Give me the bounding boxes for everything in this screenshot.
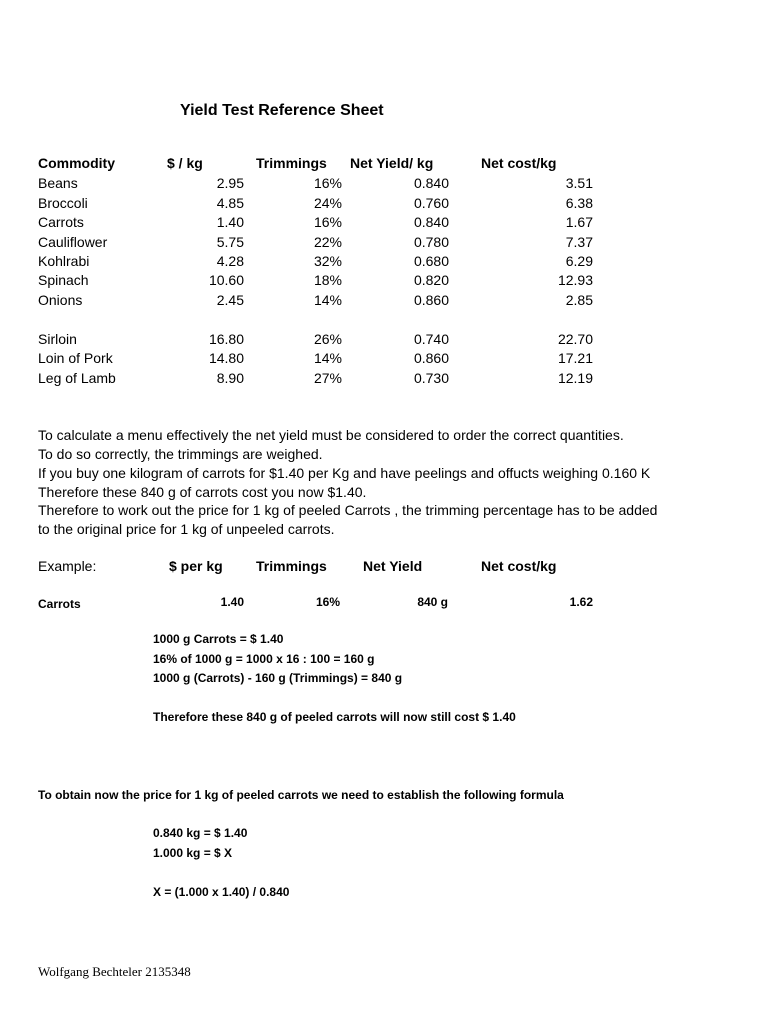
paragraph-line: to the original price for 1 kg of unpeeled carrots. bbox=[38, 521, 335, 537]
row-price: 1.40 bbox=[216, 214, 244, 230]
row-trimmings: 27% bbox=[313, 370, 342, 386]
row-net-cost: 7.37 bbox=[565, 234, 593, 250]
example-header-net-yield: Net Yield bbox=[363, 558, 423, 574]
row-commodity: Cauliflower bbox=[38, 234, 108, 250]
formula-intro: To obtain now the price for 1 kg of peeled carrots we need to establish the following formula bbox=[38, 788, 564, 802]
formula-line: 1.000 kg = $ X bbox=[153, 846, 233, 860]
paragraph-line: If you buy one kilogram of carrots for $1.40 per Kg and have peelings and offucts weighing 0.160 K bbox=[38, 465, 651, 481]
calc-line: 1000 g (Carrots) - 160 g (Trimmings) = 840 g bbox=[153, 671, 403, 685]
paragraph-line: To calculate a menu effectively the net yield must be considered to order the correct quantities. bbox=[38, 427, 624, 443]
formula-line: 0.840 kg = $ 1.40 bbox=[153, 826, 248, 840]
header-net-cost: Net cost/kg bbox=[481, 155, 557, 171]
row-commodity: Beans bbox=[38, 175, 78, 191]
row-net-yield: 0.680 bbox=[413, 253, 449, 269]
row-net-yield: 0.740 bbox=[413, 331, 449, 347]
row-commodity: Loin of Pork bbox=[38, 350, 113, 366]
footer-author: Wolfgang Bechteler 2135348 bbox=[38, 964, 191, 979]
example-header-net-cost: Net cost/kg bbox=[481, 558, 557, 574]
row-price: 5.75 bbox=[216, 234, 244, 250]
row-price: 4.28 bbox=[216, 253, 244, 269]
row-net-yield: 0.840 bbox=[413, 214, 449, 230]
row-net-cost: 6.38 bbox=[565, 195, 593, 211]
table-row bbox=[0, 214, 768, 234]
header-trimmings: Trimmings bbox=[256, 155, 327, 171]
row-net-yield: 0.760 bbox=[413, 195, 449, 211]
row-net-cost: 22.70 bbox=[557, 331, 593, 347]
row-trimmings: 18% bbox=[313, 272, 342, 288]
table-row bbox=[0, 234, 768, 254]
row-trimmings: 14% bbox=[313, 350, 342, 366]
table-row bbox=[0, 350, 768, 370]
row-net-cost: 2.85 bbox=[565, 292, 593, 308]
calc-line: 1000 g Carrots = $ 1.40 bbox=[153, 632, 284, 646]
table-row bbox=[0, 195, 768, 215]
calc-conclusion: Therefore these 840 g of peeled carrots will now still cost $ 1.40 bbox=[153, 710, 516, 724]
row-commodity: Leg of Lamb bbox=[38, 370, 116, 386]
row-net-cost: 1.67 bbox=[565, 214, 593, 230]
row-trimmings: 32% bbox=[313, 253, 342, 269]
header-net-yield: Net Yield/ kg bbox=[350, 155, 434, 171]
row-commodity: Sirloin bbox=[38, 331, 77, 347]
table-row bbox=[0, 253, 768, 273]
row-commodity: Kohlrabi bbox=[38, 253, 90, 269]
row-price: 8.90 bbox=[216, 370, 244, 386]
example-header-trimmings: Trimmings bbox=[256, 558, 327, 574]
row-net-yield: 0.860 bbox=[413, 350, 449, 366]
row-trimmings: 16% bbox=[313, 214, 342, 230]
row-trimmings: 16% bbox=[313, 175, 342, 191]
paragraph-line: To do so correctly, the trimmings are weighed. bbox=[38, 446, 323, 462]
row-price: 16.80 bbox=[208, 331, 244, 347]
table-row bbox=[0, 292, 768, 312]
row-net-cost: 12.93 bbox=[557, 272, 593, 288]
example-net-cost: 1.62 bbox=[569, 595, 593, 609]
row-commodity: Spinach bbox=[38, 272, 89, 288]
example-net-yield: 840 g bbox=[417, 595, 448, 609]
row-trimmings: 24% bbox=[313, 195, 342, 211]
row-commodity: Onions bbox=[38, 292, 83, 308]
row-net-cost: 12.19 bbox=[557, 370, 593, 386]
row-price: 4.85 bbox=[216, 195, 244, 211]
row-net-cost: 6.29 bbox=[565, 253, 593, 269]
paragraph-line: Therefore to work out the price for 1 kg of peeled Carrots , the trimming percentage has to be added bbox=[38, 502, 658, 518]
paragraph-line: Therefore these 840 g of carrots cost you now $1.40. bbox=[38, 484, 367, 500]
table-row bbox=[0, 370, 768, 390]
row-net-yield: 0.840 bbox=[413, 175, 449, 191]
row-net-cost: 3.51 bbox=[565, 175, 593, 191]
calc-line: 16% of 1000 g = 1000 x 16 : 100 = 160 g bbox=[153, 652, 375, 666]
row-net-cost: 17.21 bbox=[557, 350, 593, 366]
row-trimmings: 14% bbox=[313, 292, 342, 308]
example-header-price: $ per kg bbox=[169, 558, 223, 574]
row-commodity: Carrots bbox=[38, 214, 84, 230]
formula-line: X = (1.000 x 1.40) / 0.840 bbox=[153, 885, 290, 899]
table-row bbox=[0, 331, 768, 351]
header-price: $ / kg bbox=[167, 155, 203, 171]
row-price: 2.95 bbox=[216, 175, 244, 191]
row-commodity: Broccoli bbox=[38, 195, 88, 211]
example-label: Example: bbox=[38, 558, 97, 574]
row-trimmings: 26% bbox=[313, 331, 342, 347]
row-net-yield: 0.730 bbox=[413, 370, 449, 386]
row-price: 2.45 bbox=[216, 292, 244, 308]
page-title: Yield Test Reference Sheet bbox=[180, 102, 384, 119]
table-row bbox=[0, 272, 768, 292]
example-trimmings: 16% bbox=[315, 595, 340, 609]
example-commodity: Carrots bbox=[38, 597, 81, 611]
row-net-yield: 0.860 bbox=[413, 292, 449, 308]
row-price: 14.80 bbox=[208, 350, 244, 366]
row-net-yield: 0.780 bbox=[413, 234, 449, 250]
row-trimmings: 22% bbox=[313, 234, 342, 250]
row-price: 10.60 bbox=[208, 272, 244, 288]
example-price: 1.40 bbox=[220, 595, 244, 609]
table-row bbox=[0, 175, 768, 195]
row-net-yield: 0.820 bbox=[413, 272, 449, 288]
header-commodity: Commodity bbox=[38, 155, 115, 171]
